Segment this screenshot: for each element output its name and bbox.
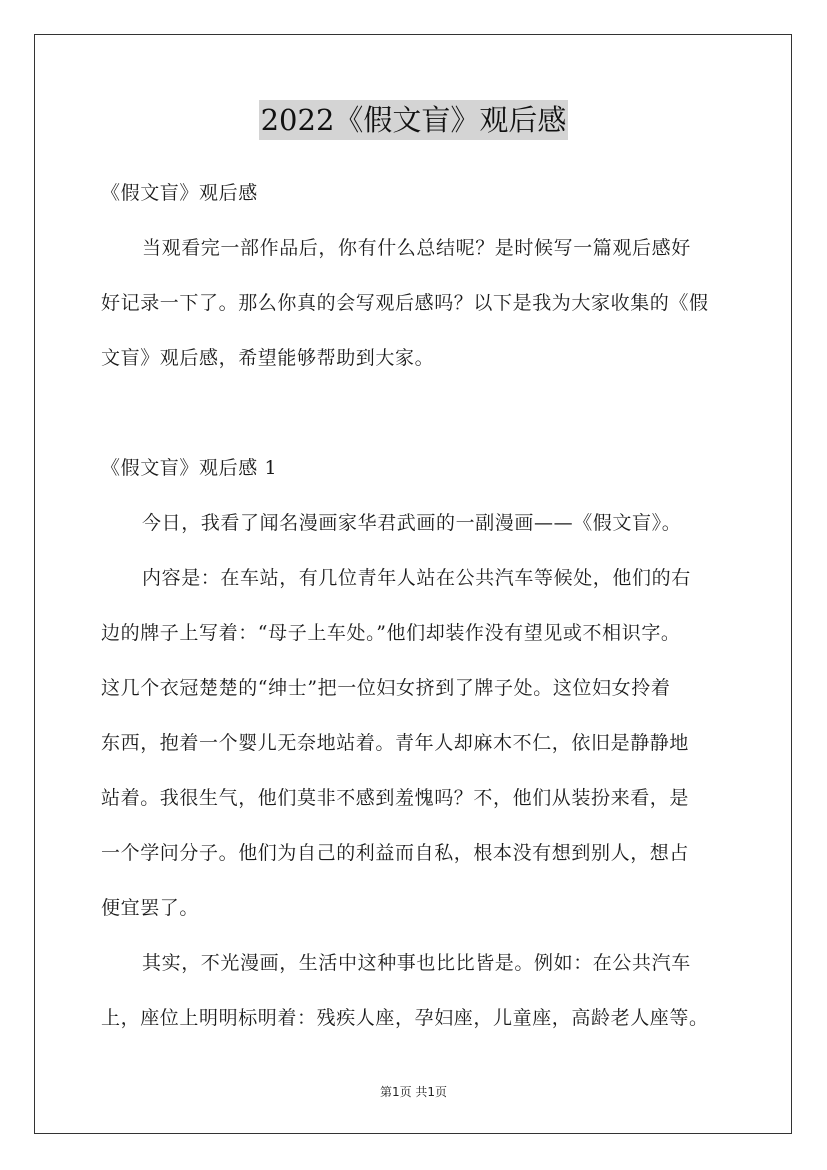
paragraph-line: 好记录一下了。那么你真的会写观后感吗？以下是我为大家收集的《假 bbox=[101, 292, 709, 314]
paragraph-line: 站着。我很生气，他们莫非不感到羞愧吗？不，他们从装扮来看，是 bbox=[101, 787, 690, 809]
paragraph-gap bbox=[101, 390, 731, 445]
paragraph-line: 当观看完一部作品后，你有什么总结呢？是时候写一篇观后感好 bbox=[142, 237, 691, 259]
paragraph-line: 内容是：在车站，有几位青年人站在公共汽车等候处，他们的右 bbox=[142, 567, 691, 589]
paragraph-line: 一个学问分子。他们为自己的利益而自私，根本没有想到别人，想占 bbox=[101, 842, 690, 864]
section-heading: 《假文盲》观后感 bbox=[101, 182, 258, 204]
title-container bbox=[0, 100, 827, 140]
paragraph-line: 这几个衣冠楚楚的“绅士”把一位妇女挤到了牌子处。这位妇女拎着 bbox=[101, 677, 671, 699]
paragraph-line: 东西，抱着一个婴儿无奈地站着。青年人却麻木不仁，依旧是静静地 bbox=[101, 732, 690, 754]
paragraph-line: 其实，不光漫画，生活中这种事也比比皆是。例如：在公共汽车 bbox=[142, 952, 691, 974]
document-title: 2022《假文盲》观后感 bbox=[259, 100, 569, 140]
paragraph-line: 便宜罢了。 bbox=[101, 897, 200, 919]
paragraph-line: 边的牌子上写着：“母子上车处。”他们却装作没有望见或不相识字。 bbox=[101, 622, 681, 644]
paragraph-line: 文盲》观后感，希望能够帮助到大家。 bbox=[101, 347, 435, 369]
paragraph-line: 上，座位上明明标明着：残疾人座，孕妇座，儿童座，高龄老人座等。 bbox=[101, 1007, 709, 1029]
section-heading: 《假文盲》观后感 1 bbox=[101, 457, 278, 479]
paragraph-line: 今日，我看了闻名漫画家华君武画的一副漫画——《假文盲》。 bbox=[142, 512, 682, 534]
page-footer: 第1页 共1页 bbox=[379, 1085, 448, 1099]
document-body bbox=[101, 170, 731, 1050]
